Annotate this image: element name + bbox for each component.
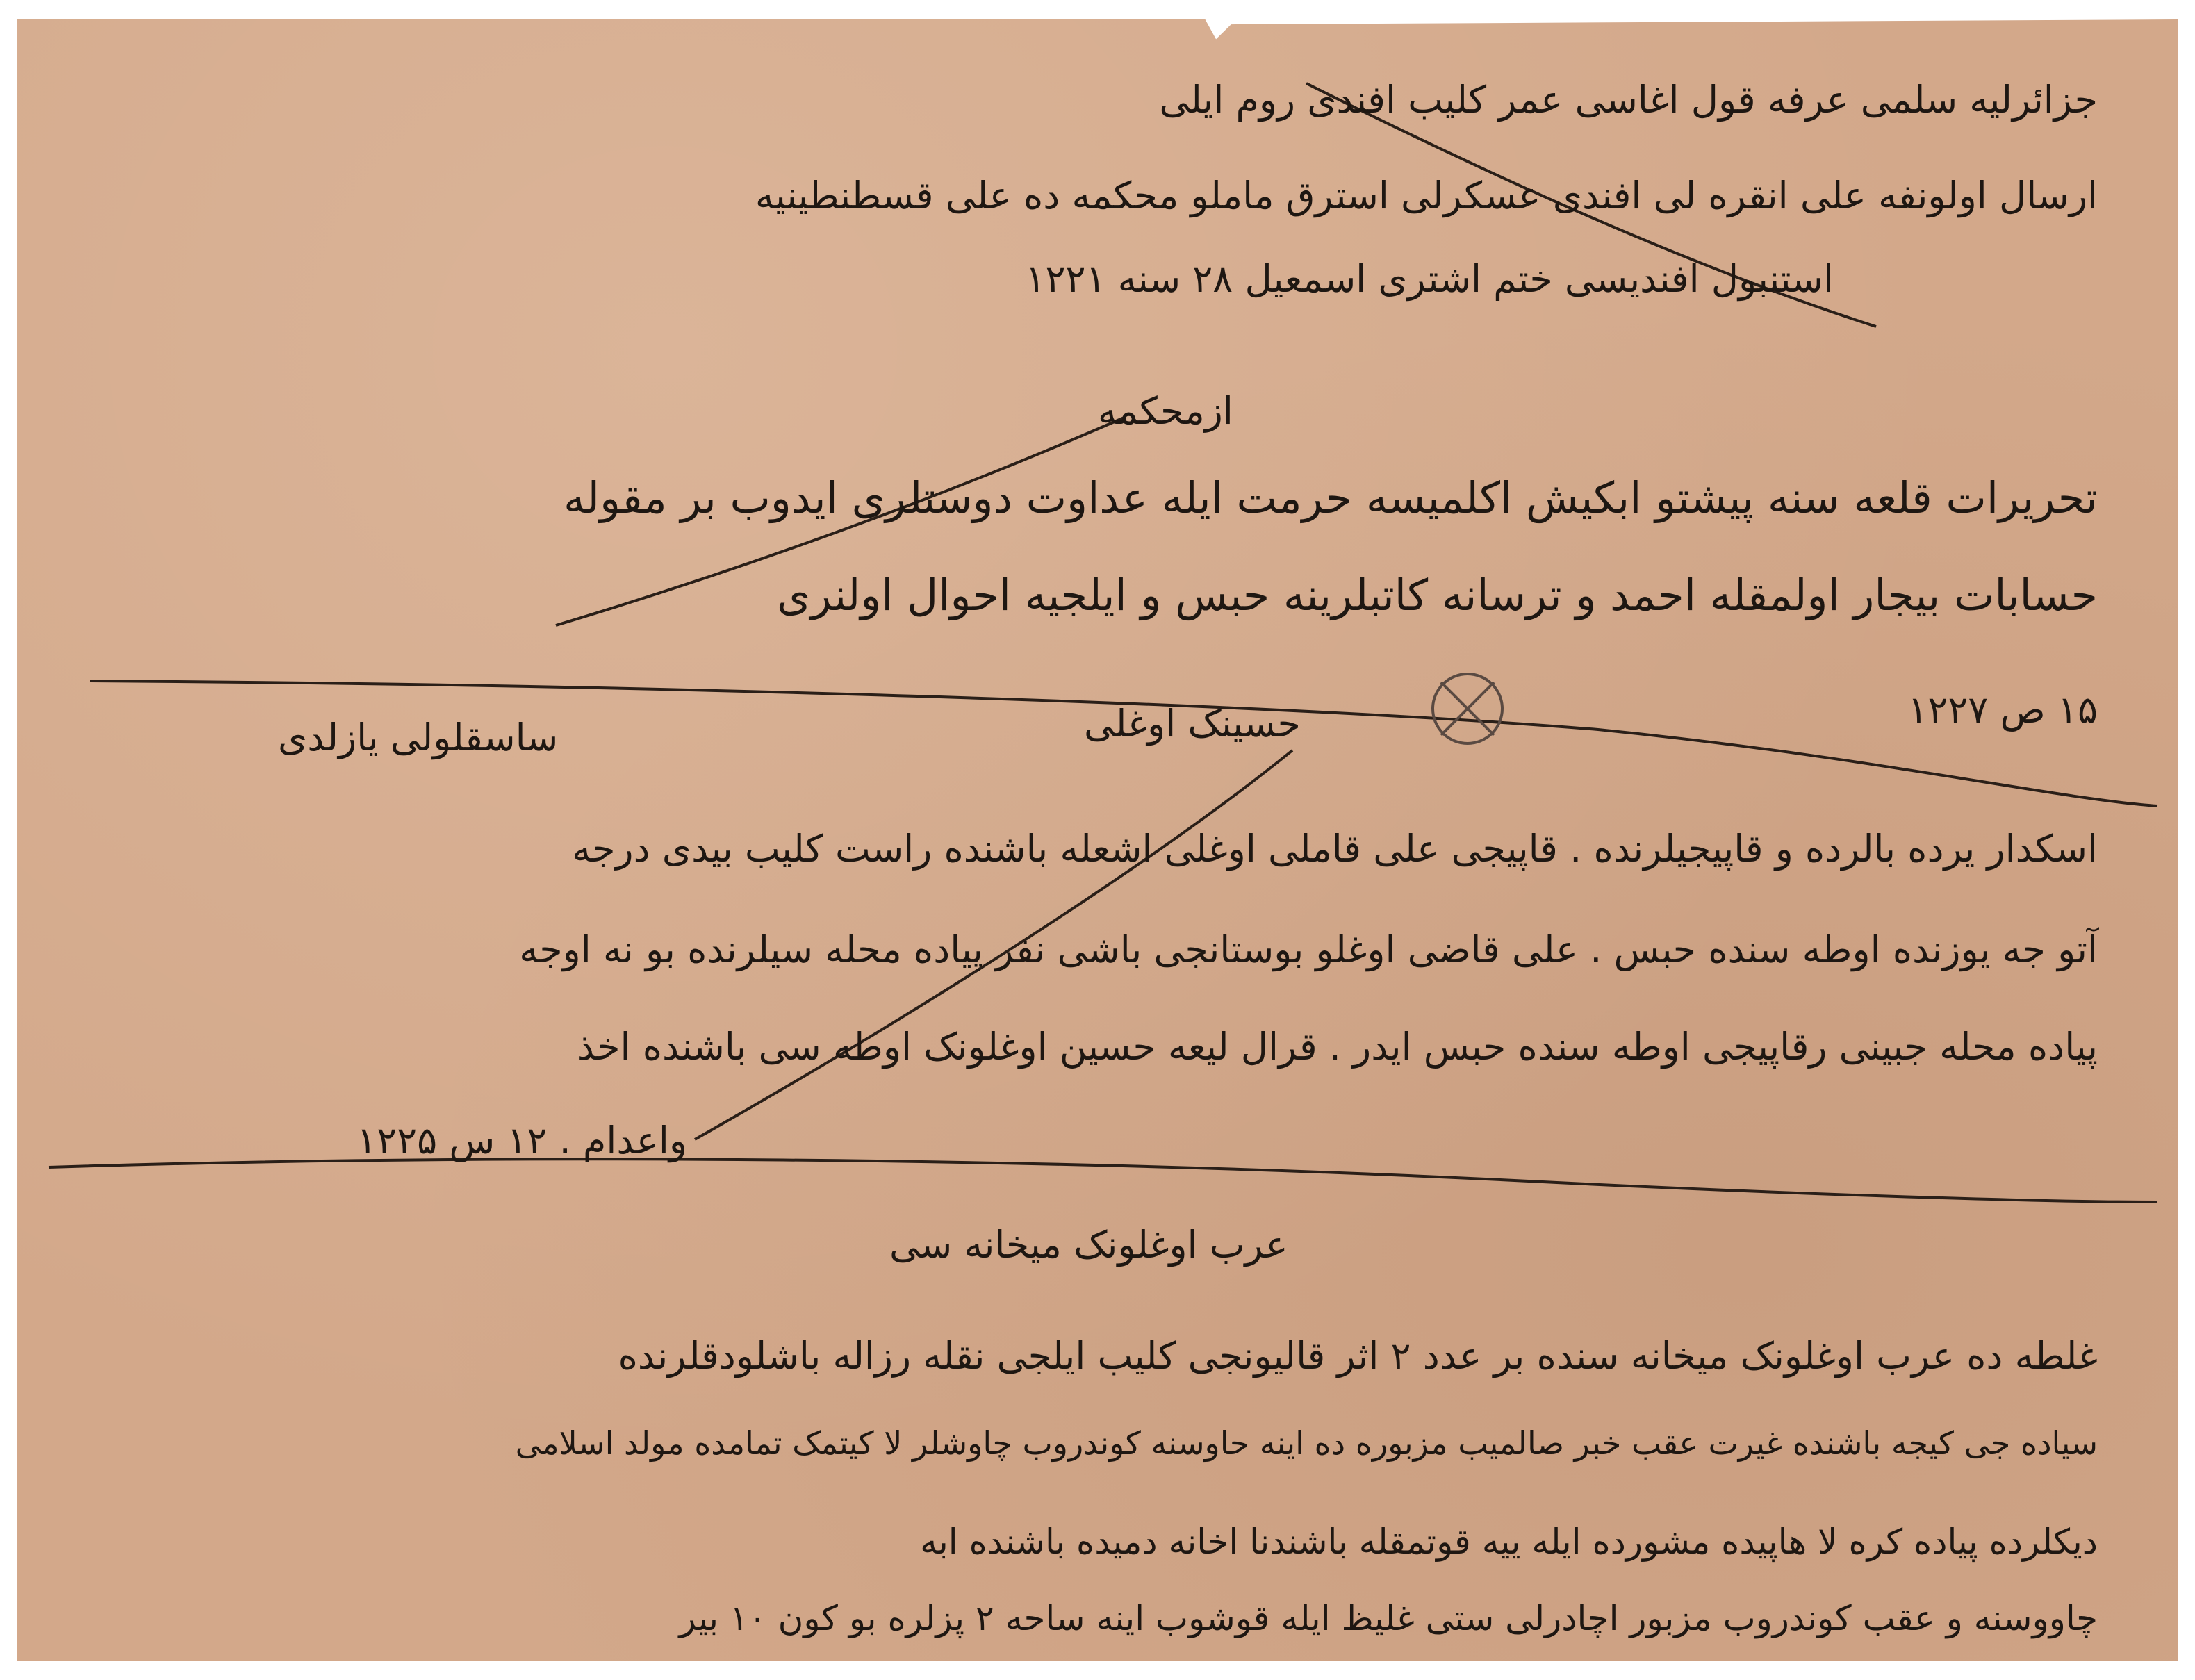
text-line: ۱۵ ص ۱۲۲۷ xyxy=(1907,688,2098,732)
text-line: حسابات بیجار اولمقله احمد و ترسانه کاتبلرینه حبس و ایلجیه احوال اولنری xyxy=(776,570,2098,620)
text-line: ارسال اولونفه علی انقره لی افندی عسکرلی استرق ماملو محکمه ده علی قسطنطینیه xyxy=(755,174,2098,217)
text-line: واعدام . ۱۲ س ۱۲۲۵ xyxy=(356,1119,687,1162)
text-line: جزائرلیه سلمی عرفه قول اغاسی عمر کلیب افندی روم ایلی xyxy=(1159,78,2098,122)
text-line: دیکلرده پیاده کره لا هاپیده مشورده ایله ییه قوتمقله باشندنا اخانه دمیده باشنده ابه xyxy=(920,1522,2098,1562)
section-heading: ازمحکمه xyxy=(1098,389,1233,433)
text-line: سیاده جی کیجه باشنده غیرت عقب خبر صالمیب مزبوره ده اینه حاوسنه کوندروب چاوشلر لا کیتمک تمامده مولد اسلامی xyxy=(515,1424,2098,1462)
section-heading: ساسقلولی یازلدی xyxy=(278,716,559,759)
text-line: تحریرات قلعه سنه پیشتو ابکیش اکلمیسه حرمت ایله عداوت دوستلری ایدوب بر مقوله xyxy=(563,472,2098,523)
circled-x-mark-icon xyxy=(1426,667,1509,750)
text-line: پیاده محله جبینی رقاپیجی اوطه سنده حبس ایدر . قرال لیعه حسین اوغلونک اوطه سی باشنده اخذ xyxy=(577,1025,2098,1069)
text-line: چاووسنه و عقب کوندروب مزبور اچادرلی ستی غلیظ ایله قوشوب اینه ساحه ۲ پزلره بو کون ۱۰ بیر xyxy=(679,1598,2098,1638)
text-line: اسکدار یرده بالرده و قاپیجیلرنده . قاپیجی علی قاملی اوغلی اشعله باشنده راست کلیب بیدی درجه xyxy=(572,827,2098,871)
section-heading: حسینک اوغلی xyxy=(1084,702,1301,746)
text-line: استنبول افندیسی ختم اشتری اسمعیل ۲۸ سنه ۱۲۲۱ xyxy=(1025,257,1834,301)
section-heading: عرب اوغلونک میخانه سی xyxy=(889,1223,1288,1267)
text-line: آتو جه یوزنده اوطه سنده حبس . علی قاضی اوغلو بوستانجی باشی نفر پیاده محله سیلرنده بو نه اوجه xyxy=(519,928,2098,971)
text-line: غلطه ده عرب اوغلونک میخانه سنده بر عدد ۲ اثر قالیونجی کلیب ایلجی نقله رزاله باشلودقلرنده xyxy=(618,1334,2098,1378)
